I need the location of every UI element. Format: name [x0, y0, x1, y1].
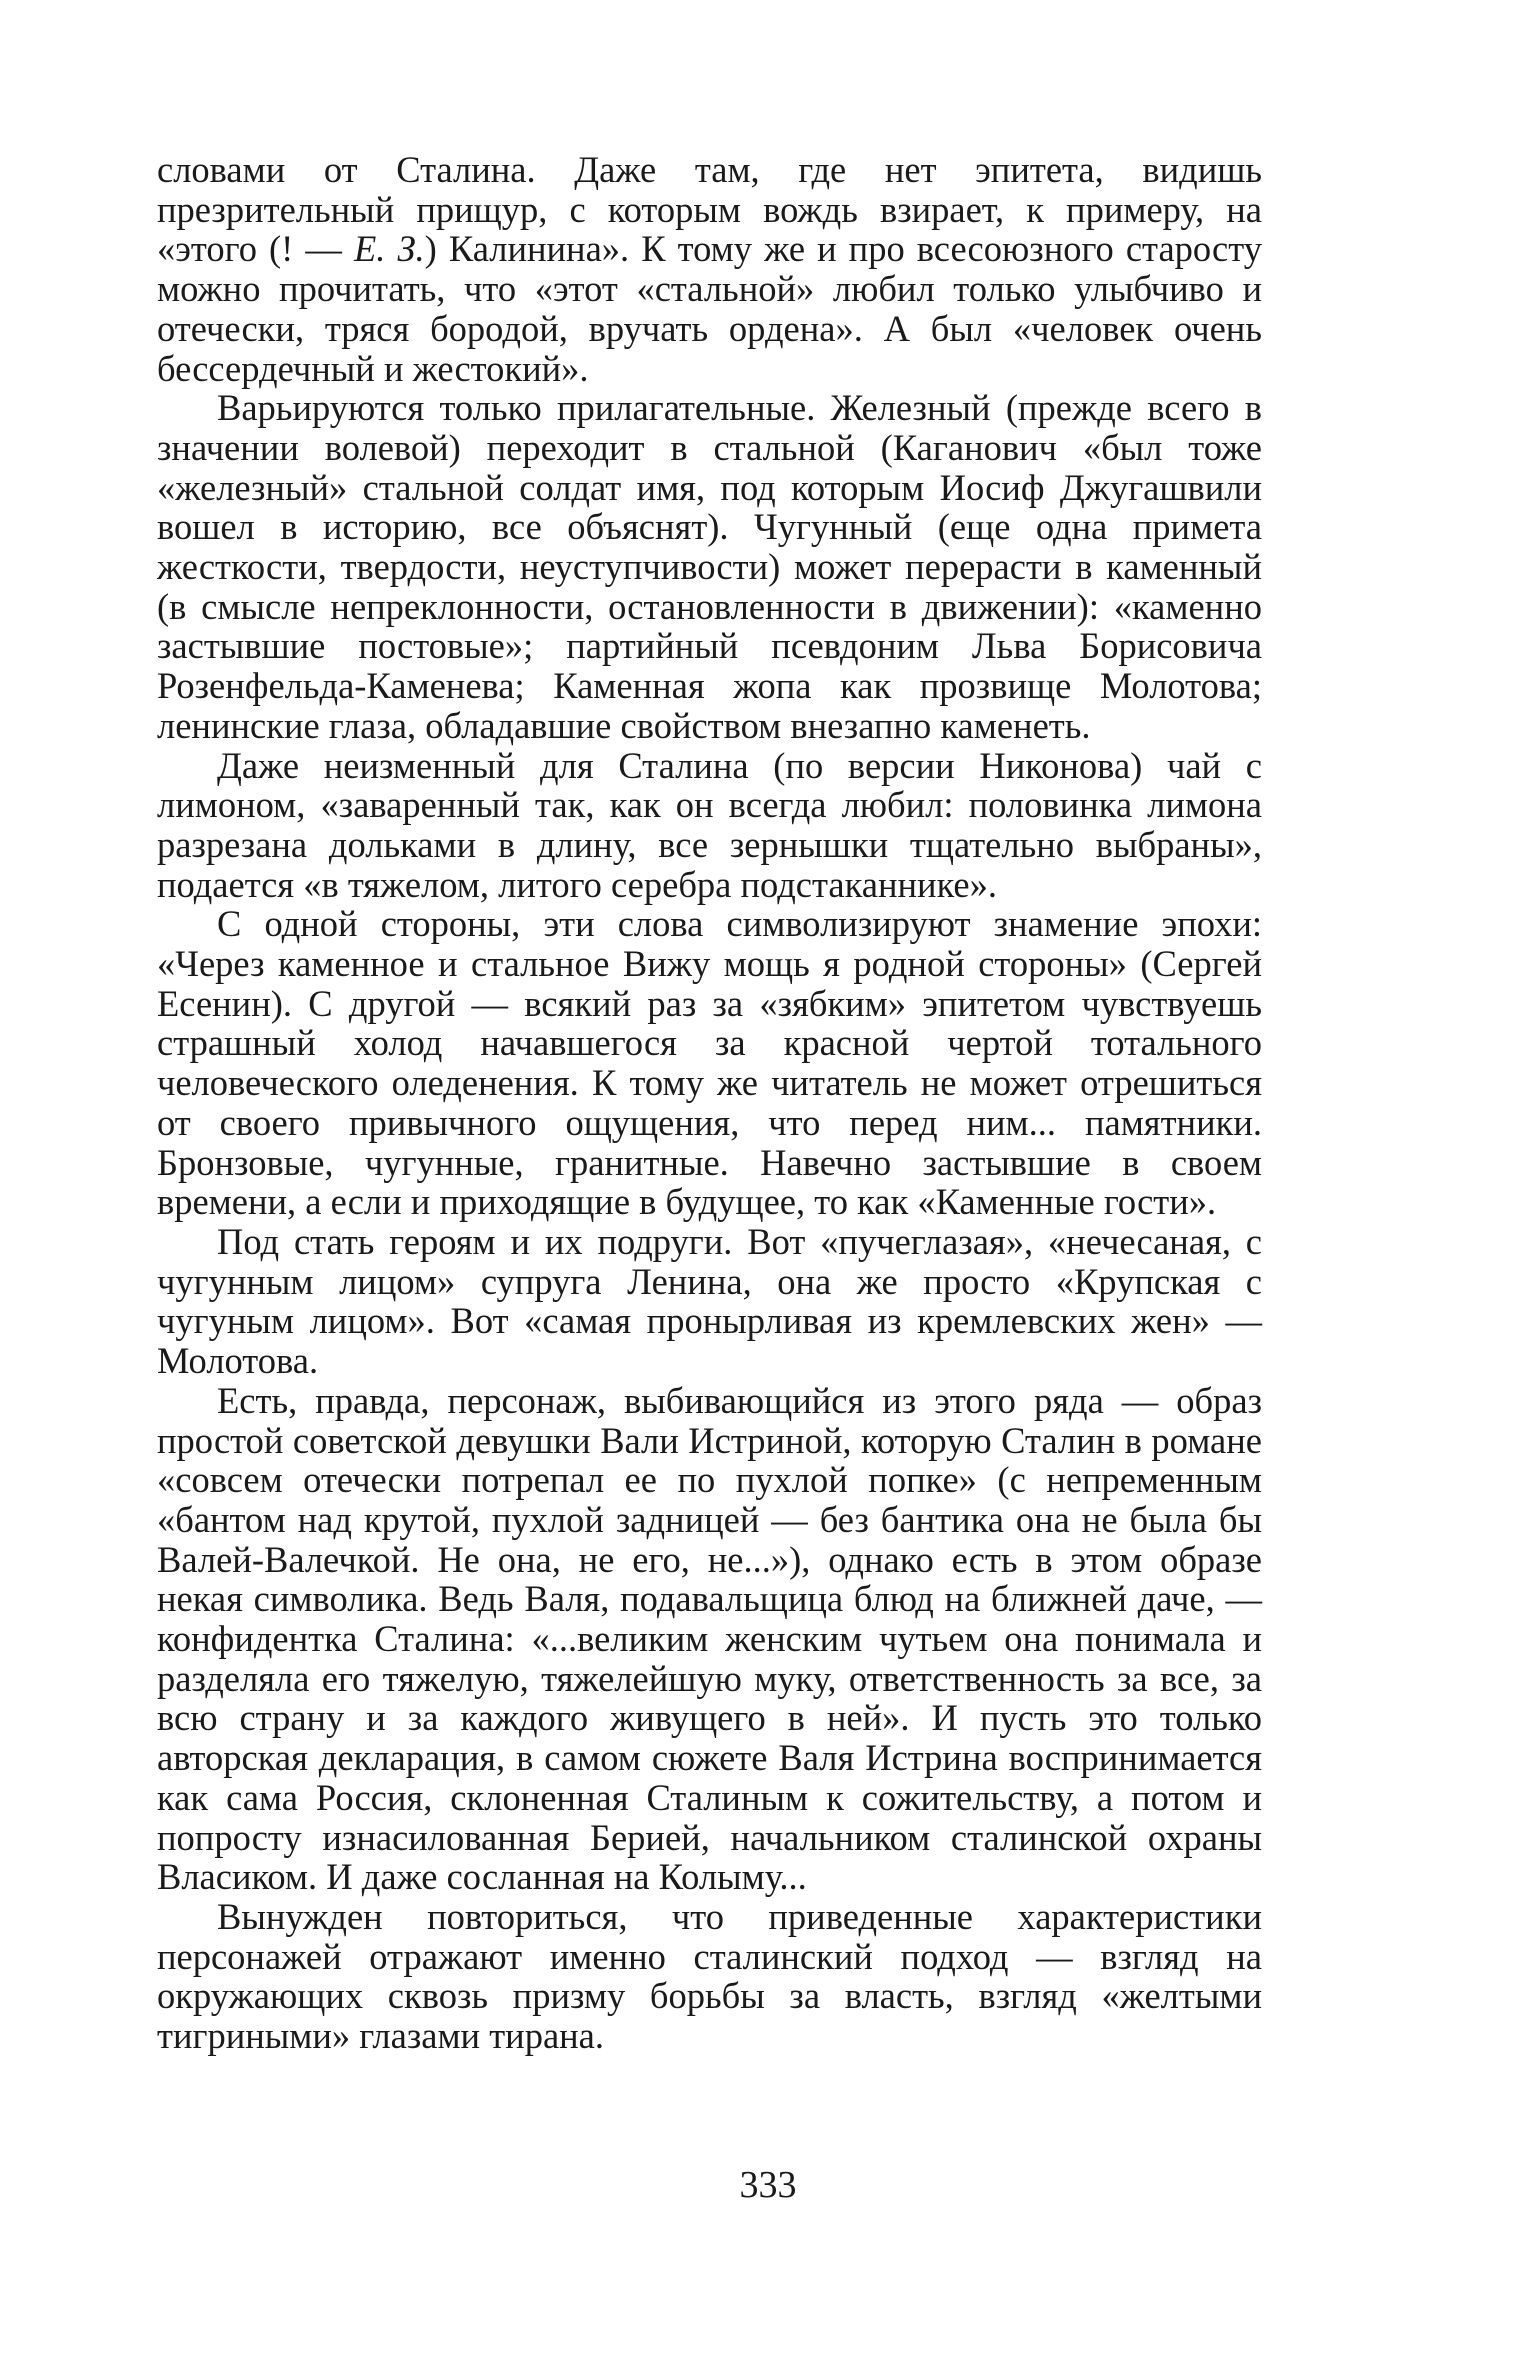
page-number: 333: [739, 2164, 797, 2206]
paragraph-text: Даже неизменный для Сталина (по версии Никонова) чай с лимоном, «заваренный так, как он всегда любил: половинка лимона разрезана дольками в длину, все зернышки тщательно выбраны», подается «в тяжелом, литого серебра подстаканнике».: [157, 744, 1262, 905]
paragraph-text: ) Калинина». К тому же и про всесоюзного старосту можно прочитать, что «этот «стальной» любил только улыбчиво и отечески, тряся бородой, вручать ордена». А был «человек очень бессердечный и жестокий».: [157, 228, 1262, 389]
paragraph-text: Варьируются только прилагательные. Железный (прежде всего в значении волевой) переходит в стальной (Каганович «был тоже «железный» стальной солдат имя, под которым Иосиф Джугашвили вошел в историю, все объяснят). Чугунный (еще одна примета жесткости, твердости, неуступчивости) может перерасти в каменный (в смысле непреклонности, остановленности в движении): «каменно застывшие постовые»; партийный псевдоним Льва Борисовича Розенфельда-Каменева; Каменная жопа как прозвище Молотова; ленинские глаза, обладавшие свойством внезапно каменеть.: [157, 387, 1262, 746]
paragraph-text: С одной стороны, эти слова символизируют знамение эпохи: «Через каменное и стальное Вижу мощь я родной стороны» (Сергей Есенин). С другой — всякий раз за «зябким» эпитетом чувствуешь страшный холод начавшегося за красной чертой тотального человеческого оледенения. К тому же читатель не может отрешиться от своего привычного ощущения, что перед ним... памятники. Бронзовые, чугунные, гранитные. Навечно застывшие в своем времени, а если и приходящие в будущее, то как «Каменные гости».: [157, 903, 1262, 1223]
paragraph: [157, 150, 1262, 388]
page-body: [157, 150, 1262, 2056]
italic-text: Е. З.: [353, 228, 425, 270]
paragraph-text: Под стать героям и их подруги. Вот «пучеглазая», «нечесаная, с чугунным лицом» супруга Ленина, она же просто «Крупская с чугуным лицом». Вот «самая пронырливая из кремлевских жен» — Молотова.: [157, 1220, 1262, 1382]
paragraph-text: Есть, правда, персонаж, выбивающийся из этого ряда — образ простой советской девушки Вали Истриной, которую Сталин в романе «совсем отечески потрепал ее по пухлой попке» (с непременным «бантом над крутой, пухлой задницей — без бантика она не была бы Валей-Валечкой. Не она, не его, не...»), однако есть в этом образе некая символика. Ведь Валя, подавальщица блюд на ближней даче, — конфидентка Сталина: «...великим женским чутьем она понимала и разделяла его тяжелую, тяжелейшую муку, ответственность за все, за всю страну и за каждого живущего в ней». И пусть это только авторская декларация, в самом сюжете Валя Истрина воспринимается как сама Россия, склоненная Сталиным к сожительству, а потом и попросту изнасилованная Берией, начальником сталинской охраны Власиком. И даже сосланная на Колыму...: [157, 1379, 1262, 1898]
paragraph: [157, 746, 1262, 905]
paragraph: [157, 1381, 1262, 1897]
paragraph-text: Вынужден повториться, что приведенные характеристики персонажей отражают именно сталинский подход — взгляд на окружающих сквозь призму борьбы за власть, взгляд «желтыми тигриными» глазами тирана.: [157, 1895, 1262, 2057]
paragraph: [157, 904, 1262, 1222]
paragraph: [157, 1222, 1262, 1381]
paragraph: [157, 1897, 1262, 2056]
paragraph-text: словами от Сталина. Даже там, где нет эпитета, видишь презрительный прищур, с которым вождь взирает, к примеру, на «этого (! —: [157, 149, 1262, 270]
paragraph: [157, 388, 1262, 745]
text-column: [157, 150, 1262, 2056]
